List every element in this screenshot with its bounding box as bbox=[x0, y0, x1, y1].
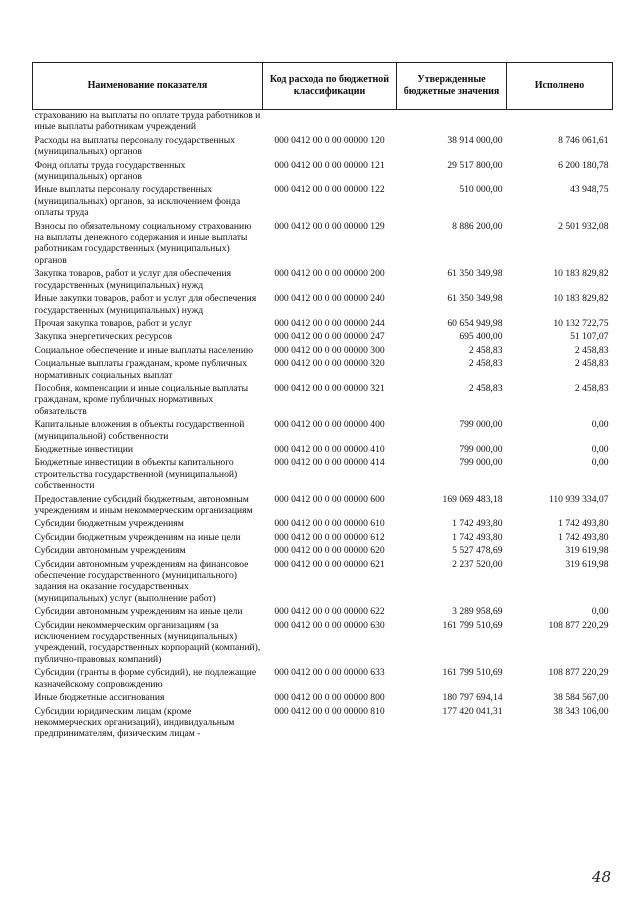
row-approved-value: 799 000,00 bbox=[459, 457, 503, 469]
row-budget-code: 000 0412 00 0 00 00000 622 bbox=[274, 606, 385, 618]
table-row bbox=[33, 494, 613, 519]
row-budget-code: 000 0412 00 0 00 00000 410 bbox=[274, 443, 385, 455]
header-budget-code: Код расхода по бюджетной классификации bbox=[263, 63, 397, 110]
row-budget-code: 000 0412 00 0 00 00000 630 bbox=[274, 619, 385, 631]
row-budget-code: 000 0412 00 0 00 00000 244 bbox=[274, 317, 385, 329]
row-budget-code: 000 0412 00 0 00 00000 621 bbox=[274, 558, 385, 570]
table-row bbox=[33, 518, 613, 531]
table-row bbox=[33, 620, 613, 668]
row-executed-value: 51 107,07 bbox=[570, 331, 609, 343]
row-executed-value: 38 343 106,00 bbox=[553, 705, 609, 717]
row-approved-value: 695 400,00 bbox=[459, 331, 503, 343]
row-executed-value: 43 948,75 bbox=[570, 184, 609, 196]
row-executed-value: 0,00 bbox=[591, 419, 609, 431]
row-indicator-name: Иные бюджетные ассигнования bbox=[34, 692, 165, 704]
row-approved-value: 169 069 483,18 bbox=[442, 493, 503, 505]
row-budget-code: 000 0412 00 0 00 00000 247 bbox=[274, 331, 385, 343]
row-budget-code: 000 0412 00 0 00 00000 600 bbox=[274, 493, 385, 505]
row-approved-value: 38 914 000,00 bbox=[447, 134, 503, 146]
table-row bbox=[33, 135, 613, 160]
row-budget-code bbox=[263, 110, 397, 135]
row-indicator-name: Субсидии бюджетным учреждениям на иные цели bbox=[34, 531, 241, 543]
row-budget-code: 000 0412 00 0 00 00000 612 bbox=[274, 531, 385, 543]
row-indicator-name: страхованию на выплаты по оплате труда работников и иные выплаты работникам учреждений bbox=[34, 110, 261, 133]
table-row bbox=[33, 606, 613, 619]
row-budget-code: 000 0412 00 0 00 00000 120 bbox=[274, 134, 385, 146]
row-approved-value: 29 517 800,00 bbox=[447, 159, 503, 171]
table-header bbox=[33, 63, 613, 110]
row-approved-value: 161 799 510,69 bbox=[442, 619, 503, 631]
row-budget-code: 000 0412 00 0 00 00000 414 bbox=[274, 457, 385, 469]
row-executed-value: 10 183 829,82 bbox=[553, 268, 609, 280]
row-budget-code: 000 0412 00 0 00 00000 800 bbox=[274, 692, 385, 704]
row-budget-code: 000 0412 00 0 00 00000 122 bbox=[274, 184, 385, 196]
row-indicator-name: Социальные выплаты гражданам, кроме публичных нормативных социальных выплат bbox=[34, 358, 248, 381]
table-row bbox=[33, 268, 613, 293]
header-approved-values: Утвержденные бюджетные значения bbox=[397, 63, 507, 110]
row-executed-value: 38 584 567,00 bbox=[553, 692, 609, 704]
header-indicator-name: Наименование показателя bbox=[33, 63, 263, 110]
table-row bbox=[33, 331, 613, 344]
row-approved-value: 510 000,00 bbox=[459, 184, 503, 196]
row-budget-code: 000 0412 00 0 00 00000 321 bbox=[274, 382, 385, 394]
row-indicator-name: Фонд оплаты труда государственных (муниципальных) органов bbox=[34, 159, 186, 183]
row-approved-value: 61 350 349,98 bbox=[447, 268, 503, 280]
row-indicator-name: Субсидии (гранты в форме субсидий), не подлежащие казначейскому сопровождению bbox=[34, 667, 257, 690]
row-approved-value: 177 420 041,31 bbox=[442, 705, 503, 717]
row-executed-value: 108 877 220,29 bbox=[548, 619, 609, 631]
table-row bbox=[33, 706, 613, 742]
row-approved-value: 60 654 949,98 bbox=[447, 317, 503, 329]
row-indicator-name: Иные закупки товаров, работ и услуг для обеспечения государственных (муниципальных) нужд bbox=[34, 293, 257, 316]
row-approved-value: 2 458,83 bbox=[468, 344, 503, 356]
document-page bbox=[32, 62, 612, 742]
table-row bbox=[33, 358, 613, 383]
row-approved-value: 2 458,83 bbox=[468, 382, 503, 394]
table-row bbox=[33, 293, 613, 318]
row-approved-value: 1 742 493,80 bbox=[452, 531, 503, 543]
table-row bbox=[33, 532, 613, 545]
row-indicator-name: Прочая закупка товаров, работ и услуг bbox=[34, 317, 193, 329]
table-row bbox=[33, 221, 613, 269]
row-budget-code: 000 0412 00 0 00 00000 129 bbox=[274, 220, 385, 232]
table-row bbox=[33, 184, 613, 220]
row-budget-code: 000 0412 00 0 00 00000 633 bbox=[274, 667, 385, 679]
row-indicator-name: Пособия, компенсации и иные социальные выплаты гражданам, кроме публичных нормативных обязательств bbox=[34, 382, 249, 417]
row-executed-value: 0,00 bbox=[591, 606, 609, 618]
row-indicator-name: Субсидии некоммерческим организациям (за исключением государственных (муниципальных) учреждений, государственных корпораций (компаний), публично-правовых компаний) bbox=[34, 619, 261, 665]
page-number: 48 bbox=[592, 868, 612, 886]
row-approved-value bbox=[397, 110, 507, 135]
row-budget-code: 000 0412 00 0 00 00000 810 bbox=[274, 705, 385, 717]
table-body bbox=[33, 110, 613, 742]
header-executed: Исполнено bbox=[507, 63, 613, 110]
row-budget-code: 000 0412 00 0 00 00000 300 bbox=[274, 344, 385, 356]
row-executed-value: 0,00 bbox=[591, 443, 609, 455]
table-row bbox=[33, 345, 613, 358]
row-indicator-name: Бюджетные инвестиции в объекты капитального строительства государственной (муниципальной) собственности bbox=[34, 457, 238, 492]
row-indicator-name: Иные выплаты персоналу государственных (муниципальных) органов, за исключением фонда оплаты труда bbox=[34, 184, 241, 219]
table-row bbox=[33, 692, 613, 705]
row-executed-value: 2 458,83 bbox=[574, 382, 609, 394]
table-row bbox=[33, 545, 613, 558]
row-executed-value: 108 877 220,29 bbox=[548, 667, 609, 679]
table-row bbox=[33, 318, 613, 331]
table-row bbox=[33, 383, 613, 419]
table-row bbox=[33, 419, 613, 444]
row-budget-code: 000 0412 00 0 00 00000 610 bbox=[274, 518, 385, 530]
row-approved-value: 8 886 200,00 bbox=[452, 220, 503, 232]
row-executed-value: 10 183 829,82 bbox=[553, 293, 609, 305]
row-indicator-name: Субсидии автономным учреждениям bbox=[34, 545, 186, 557]
table-row bbox=[33, 110, 613, 135]
row-approved-value: 180 797 694,14 bbox=[442, 692, 503, 704]
row-executed-value: 319 619,98 bbox=[565, 558, 609, 570]
row-approved-value: 2 458,83 bbox=[468, 358, 503, 370]
row-budget-code: 000 0412 00 0 00 00000 200 bbox=[274, 268, 385, 280]
row-indicator-name: Закупка энергетических ресурсов bbox=[34, 331, 173, 343]
row-budget-code: 000 0412 00 0 00 00000 320 bbox=[274, 358, 385, 370]
row-indicator-name: Расходы на выплаты персоналу государственных (муниципальных) органов bbox=[34, 134, 236, 158]
row-indicator-name: Субсидии автономным учреждениям на иные цели bbox=[34, 606, 243, 618]
row-indicator-name: Капитальные вложения в объекты государственной (муниципальной) собственности bbox=[34, 419, 245, 442]
table-row bbox=[33, 667, 613, 692]
table-row bbox=[33, 559, 613, 607]
row-budget-code: 000 0412 00 0 00 00000 620 bbox=[274, 545, 385, 557]
row-approved-value: 3 289 958,69 bbox=[452, 606, 503, 618]
row-approved-value: 5 527 478,69 bbox=[452, 545, 503, 557]
row-executed-value: 6 200 180,78 bbox=[558, 159, 609, 171]
row-executed-value: 1 742 493,80 bbox=[558, 518, 609, 530]
table-row bbox=[33, 457, 613, 493]
row-budget-code: 000 0412 00 0 00 00000 121 bbox=[274, 159, 385, 171]
row-executed-value: 2 458,83 bbox=[574, 358, 609, 370]
row-indicator-name: Субсидии автономным учреждениям на финансовое обеспечение государственного (муниципального) задания на оказание государственных (муниципальных) услуг (выполнение работ) bbox=[34, 558, 249, 604]
row-executed-value: 2 458,83 bbox=[574, 344, 609, 356]
row-approved-value: 61 350 349,98 bbox=[447, 293, 503, 305]
row-executed-value: 1 742 493,80 bbox=[558, 531, 609, 543]
row-approved-value: 799 000,00 bbox=[459, 443, 503, 455]
row-indicator-name: Закупка товаров, работ и услуг для обеспечения государственных (муниципальных) нужд bbox=[34, 268, 232, 291]
row-indicator-name: Взносы по обязательному социальному страхованию на выплаты денежного содержания и иные выплаты работникам государственных (муниципальных) органов bbox=[34, 220, 252, 266]
table-row bbox=[33, 160, 613, 185]
row-executed-value: 10 132 722,75 bbox=[553, 317, 609, 329]
row-approved-value: 161 799 510,69 bbox=[442, 667, 503, 679]
row-executed-value: 0,00 bbox=[591, 457, 609, 469]
row-indicator-name: Предоставление субсидий бюджетным, автономным учреждениям и иным некоммерческим организациям bbox=[34, 493, 253, 516]
row-indicator-name: Социальное обеспечение и иные выплаты населению bbox=[34, 344, 253, 356]
row-budget-code: 000 0412 00 0 00 00000 400 bbox=[274, 419, 385, 431]
row-executed-value: 8 746 061,61 bbox=[558, 134, 609, 146]
row-approved-value: 1 742 493,80 bbox=[452, 518, 503, 530]
row-budget-code: 000 0412 00 0 00 00000 240 bbox=[274, 293, 385, 305]
row-indicator-name: Субсидии бюджетным учреждениям bbox=[34, 518, 184, 530]
row-approved-value: 2 237 520,00 bbox=[452, 558, 503, 570]
budget-execution-table bbox=[32, 62, 613, 742]
row-executed-value: 319 619,98 bbox=[565, 545, 609, 557]
row-approved-value: 799 000,00 bbox=[459, 419, 503, 431]
row-executed-value bbox=[507, 110, 613, 135]
table-row bbox=[33, 444, 613, 457]
row-indicator-name: Бюджетные инвестиции bbox=[34, 443, 133, 455]
row-executed-value: 2 501 932,08 bbox=[558, 220, 609, 232]
row-executed-value: 110 939 334,07 bbox=[548, 493, 609, 505]
row-indicator-name: Субсидии юридическим лицам (кроме некоммерческих организаций), индивидуальным предпринимателям, физическим лицам - bbox=[34, 705, 235, 740]
